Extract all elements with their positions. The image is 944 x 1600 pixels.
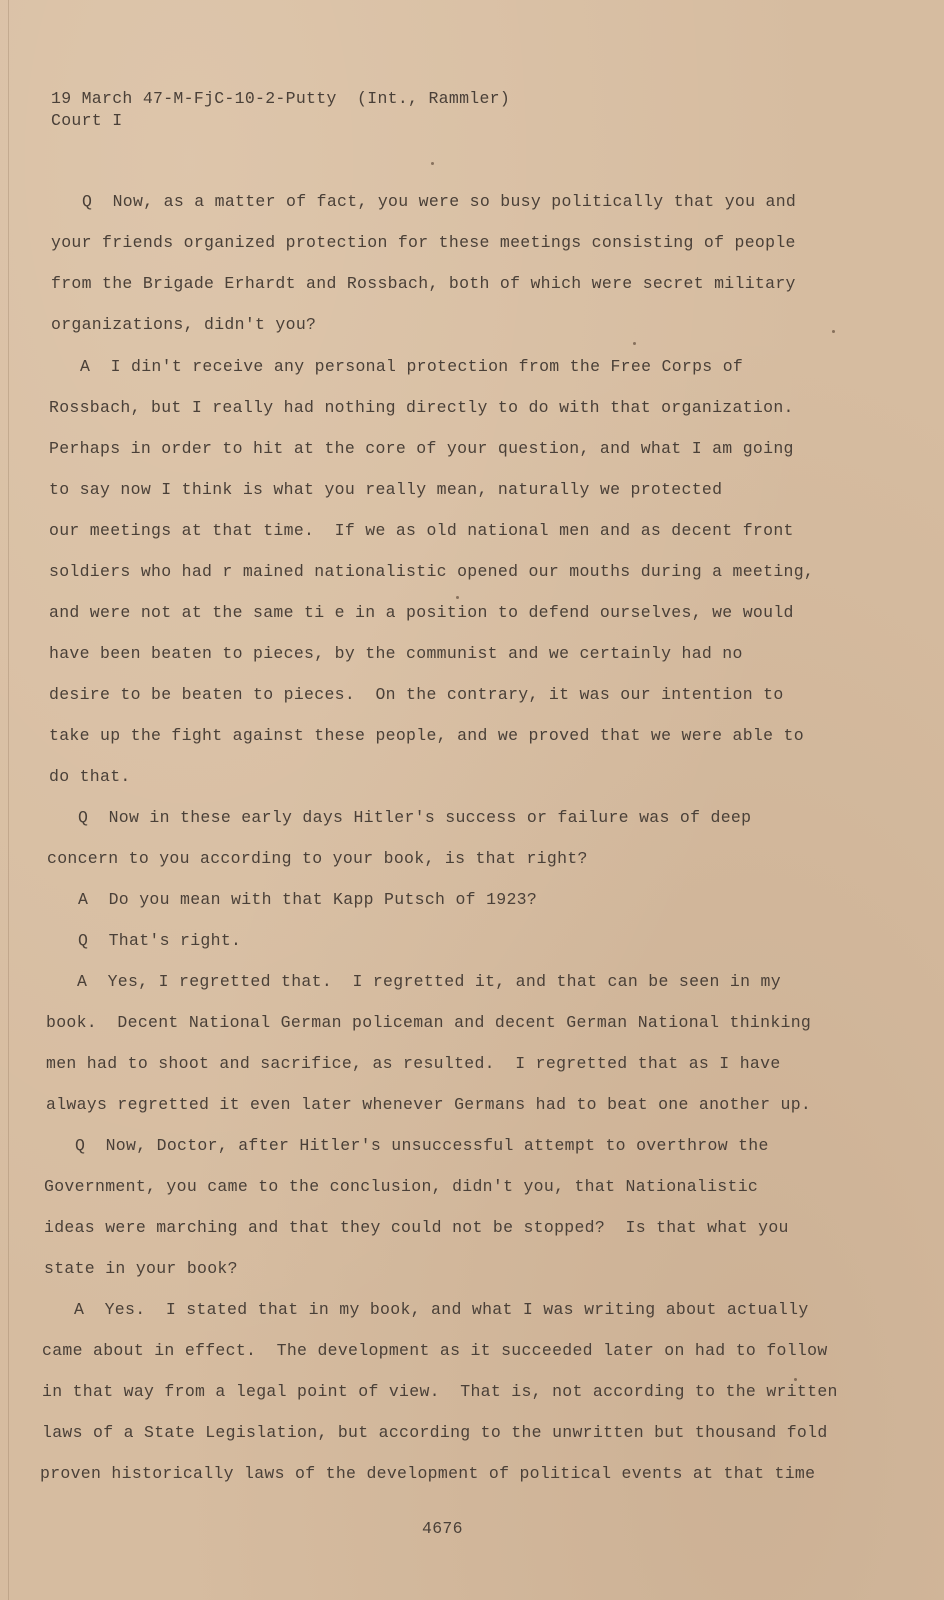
- transcript-line: desire to be beaten to pieces. On the contrary, it was our intention to: [49, 685, 784, 704]
- transcript-line: A Yes, I regretted that. I regretted it, and that can be seen in my: [77, 972, 781, 991]
- transcript-line: Q Now, Doctor, after Hitler's unsuccessful attempt to overthrow the: [75, 1136, 769, 1155]
- page-number: 4676: [422, 1519, 463, 1538]
- transcript-line: Q That's right.: [78, 931, 242, 950]
- transcript-line: your friends organized protection for these meetings consisting of people: [51, 233, 796, 252]
- transcript-line: our meetings at that time. If we as old national men and as decent front: [49, 521, 794, 540]
- transcript-line: Q Now, as a matter of fact, you were so busy politically that you and: [82, 192, 797, 211]
- document-header: [51, 88, 510, 132]
- paper-speck: [794, 1378, 797, 1381]
- transcript-line: ideas were marching and that they could not be stopped? Is that what you: [44, 1218, 789, 1237]
- transcript-line: book. Decent National German policeman and decent German National thinking: [46, 1013, 812, 1032]
- transcript-line: A Do you mean with that Kapp Putsch of 1923?: [78, 890, 538, 909]
- transcript-line: to say now I think is what you really mean, naturally we protected: [49, 480, 723, 499]
- transcript-line: Government, you came to the conclusion, didn't you, that Nationalistic: [44, 1177, 759, 1196]
- transcript-line: A I din't receive any personal protection from the Free Corps of: [80, 357, 744, 376]
- transcript-line: always regretted it even later whenever Germans had to beat one another up.: [46, 1095, 812, 1114]
- header-reference-line: 19 March 47-M-FjC-10-2-Putty (Int., Rammler): [51, 89, 511, 108]
- paper-speck: [832, 330, 835, 333]
- transcript-line: have been beaten to pieces, by the communist and we certainly had no: [49, 644, 743, 663]
- transcript-line: Rossbach, but I really had nothing directly to do with that organization.: [49, 398, 794, 417]
- transcript-line: came about in effect. The development as it succeeded later on had to follow: [42, 1341, 828, 1360]
- paper-speck: [431, 162, 434, 165]
- transcript-line: from the Brigade Erhardt and Rossbach, both of which were secret military: [51, 274, 796, 293]
- transcript-line: men had to shoot and sacrifice, as resulted. I regretted that as I have: [46, 1054, 781, 1073]
- transcript-line: soldiers who had r mained nationalistic opened our mouths during a meeting,: [49, 562, 815, 581]
- transcript-line: do that.: [49, 767, 131, 786]
- header-court-line: Court I: [51, 111, 123, 130]
- transcript-line: Perhaps in order to hit at the core of your question, and what I am going: [49, 439, 794, 458]
- transcript-line: in that way from a legal point of view. That is, not according to the written: [42, 1382, 838, 1401]
- transcript-line: laws of a State Legislation, but according to the unwritten but thousand fold: [42, 1423, 828, 1442]
- transcript-line: organizations, didn't you?: [51, 315, 317, 334]
- transcript-line: Q Now in these early days Hitler's success or failure was of deep: [78, 808, 752, 827]
- transcript-line: proven historically laws of the development of political events at that time: [40, 1464, 816, 1483]
- paper-speck: [456, 596, 459, 599]
- transcript-line: take up the fight against these people, and we proved that we were able to: [49, 726, 804, 745]
- transcript-line: state in your book?: [44, 1259, 238, 1278]
- transcript-line: and were not at the same ti e in a position to defend ourselves, we would: [49, 603, 794, 622]
- transcript-line: A Yes. I stated that in my book, and what I was writing about actually: [74, 1300, 809, 1319]
- transcript-line: concern to you according to your book, is that right?: [47, 849, 588, 868]
- paper-speck: [633, 342, 636, 345]
